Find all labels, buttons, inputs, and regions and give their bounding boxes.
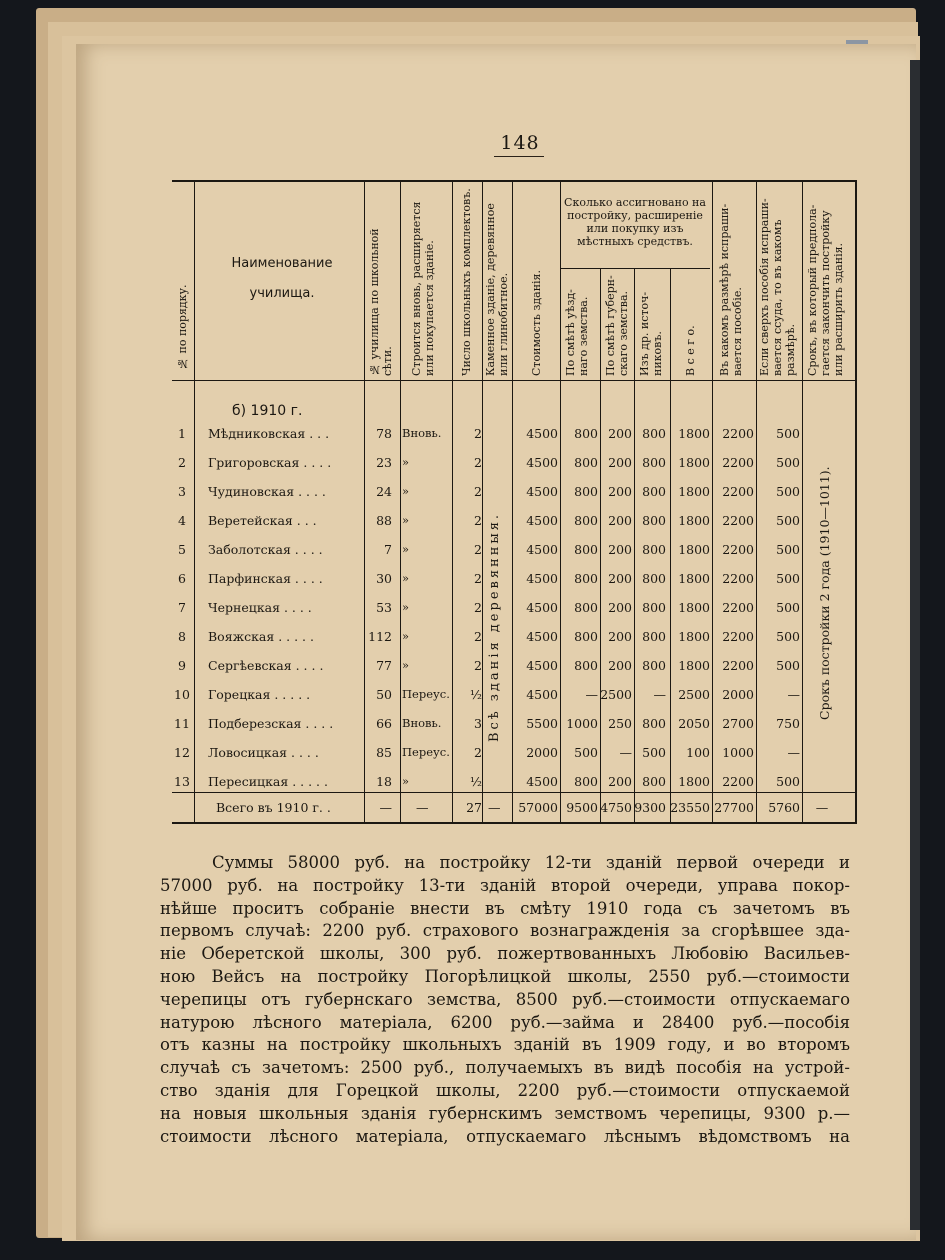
cell-b: Вновь. [402, 426, 442, 440]
cell-c: 2 [474, 745, 482, 760]
cell-f: 800 [574, 774, 598, 789]
cell-name: Горецкая . . . . . [208, 687, 311, 702]
cell-j: 2200 [722, 571, 754, 586]
cell-a: 30 [376, 571, 392, 586]
cell-a: 18 [376, 774, 392, 789]
cell-j: 1000 [722, 745, 754, 760]
cell-h: 800 [642, 426, 666, 441]
cell-g: 200 [608, 542, 632, 557]
cell-e: 4500 [526, 687, 558, 702]
cell-name: Веретейская . . . [208, 513, 317, 528]
cell-e: 4500 [526, 600, 558, 615]
cell-b: » [402, 542, 410, 556]
cell-i: 1800 [678, 455, 710, 470]
cell-g: 200 [608, 513, 632, 528]
paragraph-line: отъ казны на постройку школьныхъ зданій въ 1909 году, и во второмъ [160, 1035, 850, 1055]
material-note: Всѣ зданія деревянныя. [487, 511, 502, 742]
header-total: В с е г о. [684, 325, 697, 376]
cell-e: 4500 [526, 542, 558, 557]
cell-name: Чернецкая . . . . [208, 600, 312, 615]
cell-f: 800 [574, 542, 598, 557]
cell-h: 800 [642, 600, 666, 615]
cell-name: Чудиновская . . . . [208, 484, 326, 499]
cell-h: 800 [642, 571, 666, 586]
cell-a: 66 [376, 716, 392, 731]
paragraph-line: черепицы отъ губернскаго земства, 8500 руб.—стоимости отпускаемаго [160, 989, 850, 1009]
header-name-line2: училища. [249, 286, 315, 301]
total-c: 27 [466, 800, 482, 815]
total-k: 5760 [768, 800, 800, 815]
paragraph-line: нѣйше проситъ собраніе внести въ смѣту 1910 года съ зачетомъ въ [160, 898, 850, 918]
header-komplekt: Число школьныхъ комплектовъ. [460, 188, 473, 376]
table-row [172, 687, 856, 709]
cell-b: » [402, 513, 410, 527]
cell-g: 200 [608, 426, 632, 441]
cell-j: 2200 [722, 629, 754, 644]
assigned-subrule [560, 268, 710, 269]
cell-n: 3 [178, 484, 186, 499]
table-row [172, 745, 856, 767]
paragraph-line: стоимости лѣсного матеріала, отпускаемаго лѣснымъ вѣдомствомъ на [160, 1126, 850, 1146]
cell-k: 500 [776, 571, 800, 586]
cell-k: — [787, 687, 800, 702]
cell-f: 800 [574, 629, 598, 644]
cell-g: 200 [608, 774, 632, 789]
table-row [172, 600, 856, 622]
paragraph-line: 57000 руб. на постройку 13-ти зданій второй очереди, управа покор- [160, 875, 850, 895]
cell-j: 2700 [722, 716, 754, 731]
cell-j: 2200 [722, 513, 754, 528]
table-row [172, 629, 856, 651]
cell-name: Парфинская . . . . [208, 571, 323, 586]
cell-e: 2000 [526, 745, 558, 760]
page-number-underline [494, 156, 544, 157]
cell-g: 250 [608, 716, 632, 731]
table-row [172, 513, 856, 535]
header-gub: По смѣтѣ губерн- скаго земства. [604, 275, 630, 376]
cell-b: » [402, 629, 410, 643]
cell-h: 500 [642, 745, 666, 760]
cell-f: 800 [574, 513, 598, 528]
cell-f: 500 [574, 745, 598, 760]
term-note: Срокъ постройки 2 года (1910—1011). [817, 466, 832, 720]
cell-name: Сергѣевская . . . . [208, 658, 324, 673]
cell-j: 2200 [722, 542, 754, 557]
cell-c: 2 [474, 571, 482, 586]
paragraph-line: случаѣ съ зачетомъ: 2500 руб., получаемыхъ въ видѣ пособія на устрой- [160, 1058, 850, 1078]
cell-e: 4500 [526, 774, 558, 789]
table-row [172, 455, 856, 477]
total-l: — [815, 800, 829, 815]
cell-n: 13 [174, 774, 190, 789]
cell-c: ½ [469, 774, 482, 789]
paragraph-line: на новыя школьныя зданія губернскимъ земствомъ черепицы, 9300 р.— [160, 1103, 850, 1123]
cell-j: 2200 [722, 600, 754, 615]
table-top-rule [172, 180, 856, 182]
header-loan: Если сверхъ пособія испраши- вается ссуда, то въ какомъ размѣрѣ. [758, 198, 797, 376]
cell-e: 4500 [526, 658, 558, 673]
cell-g: 200 [608, 484, 632, 499]
cell-j: 2000 [722, 687, 754, 702]
cell-name: Мѣдниковская . . . [208, 426, 330, 441]
total-d: — [488, 800, 501, 815]
cell-j: 2200 [722, 774, 754, 789]
cell-i: 100 [686, 745, 710, 760]
cell-c: 2 [474, 484, 482, 499]
cell-n: 2 [178, 455, 186, 470]
cell-a: 88 [376, 513, 392, 528]
cell-c: 2 [474, 426, 482, 441]
table-row [172, 571, 856, 593]
header-assigned: Сколько ассигновано на постройку, расширеніе или покупку изъ мѣстныхъ средствъ. [564, 196, 706, 248]
cell-b: Переус. [402, 687, 450, 701]
cell-h: 800 [642, 484, 666, 499]
table-row [172, 426, 856, 448]
cell-h: 800 [642, 658, 666, 673]
cell-c: ½ [469, 687, 482, 702]
cell-j: 2200 [722, 426, 754, 441]
cell-g: 200 [608, 455, 632, 470]
cell-e: 4500 [526, 484, 558, 499]
cell-g: 200 [608, 600, 632, 615]
cell-e: 4500 [526, 455, 558, 470]
cell-b: » [402, 600, 410, 614]
cell-g: — [619, 745, 632, 760]
cell-name: Заболотская . . . . [208, 542, 323, 557]
cell-i: 1800 [678, 629, 710, 644]
total-e: 57000 [518, 800, 558, 815]
cell-n: 6 [178, 571, 186, 586]
cell-a: 50 [376, 687, 392, 702]
cell-a: 78 [376, 426, 392, 441]
cell-c: 2 [474, 513, 482, 528]
total-a: — [379, 800, 392, 815]
cell-n: 5 [178, 542, 186, 557]
cell-i: 1800 [678, 571, 710, 586]
cell-a: 53 [376, 600, 392, 615]
cell-k: — [787, 745, 800, 760]
cell-k: 500 [776, 513, 800, 528]
cell-j: 2200 [722, 455, 754, 470]
cell-c: 2 [474, 658, 482, 673]
cell-n: 4 [178, 513, 186, 528]
cell-f: 800 [574, 571, 598, 586]
cell-n: 11 [174, 716, 190, 731]
table-row [172, 484, 856, 506]
table-row [172, 542, 856, 564]
cell-c: 3 [474, 716, 482, 731]
cell-k: 500 [776, 774, 800, 789]
cell-h: 800 [642, 542, 666, 557]
page-number: 148 [500, 132, 540, 154]
cell-name: Пересицкая . . . . . [208, 774, 328, 789]
cell-e: 4500 [526, 513, 558, 528]
total-label: Всего въ 1910 г. . [216, 800, 331, 815]
paragraph-line: первомъ случаѣ: 2200 руб. страхового вознагражденія за сгорѣвшее зда- [160, 921, 850, 941]
cell-g: 200 [608, 629, 632, 644]
table-row [172, 716, 856, 738]
body-paragraph [160, 852, 850, 1148]
cell-i: 2050 [678, 716, 710, 731]
cell-b: Вновь. [402, 716, 442, 730]
cell-f: 1000 [566, 716, 598, 731]
table-bottom-rule [172, 822, 856, 824]
total-g: 4750 [600, 800, 632, 815]
cell-i: 2500 [678, 687, 710, 702]
cell-b: » [402, 774, 410, 788]
cell-n: 7 [178, 600, 186, 615]
cell-c: 2 [474, 455, 482, 470]
table-row [172, 658, 856, 680]
cell-e: 4500 [526, 571, 558, 586]
cell-n: 1 [178, 426, 186, 441]
cell-b: » [402, 484, 410, 498]
cell-f: 800 [574, 455, 598, 470]
paragraph-line: натурою лѣсного матеріала, 6200 руб.—займа и 28400 руб.—пособія [160, 1012, 850, 1032]
cell-k: 500 [776, 455, 800, 470]
total-h: 9300 [634, 800, 666, 815]
cell-f: 800 [574, 658, 598, 673]
cell-c: 2 [474, 629, 482, 644]
total-b: — [416, 800, 429, 815]
cell-j: 2200 [722, 484, 754, 499]
cell-f: 800 [574, 426, 598, 441]
cell-b: » [402, 455, 410, 469]
total-i: 23550 [670, 800, 710, 815]
header-num: № по порядку. [176, 284, 189, 370]
cell-i: 1800 [678, 658, 710, 673]
cell-h: 800 [642, 455, 666, 470]
cell-h: 800 [642, 716, 666, 731]
section-heading: б) 1910 г. [232, 403, 303, 419]
total-row [172, 800, 856, 822]
cell-h: — [653, 687, 666, 702]
table-row [172, 774, 856, 796]
cell-name: Вояжская . . . . . [208, 629, 314, 644]
header-uezd: По смѣтѣ уѣзд- наго земства. [564, 289, 590, 376]
cell-b: » [402, 571, 410, 585]
cell-i: 1800 [678, 513, 710, 528]
cell-n: 12 [174, 745, 190, 760]
cell-f: 800 [574, 600, 598, 615]
header-material: Каменное зданіе, деревянное или глинобитное. [484, 203, 510, 376]
cell-a: 112 [368, 629, 392, 644]
cell-k: 500 [776, 426, 800, 441]
cell-k: 500 [776, 484, 800, 499]
cell-a: 7 [384, 542, 392, 557]
header-term: Срокъ, въ который предпола- гается закончить постройку или расширить зданія. [806, 204, 845, 376]
cell-k: 500 [776, 542, 800, 557]
page-right-edge [910, 60, 920, 1230]
cell-j: 2200 [722, 658, 754, 673]
cell-i: 1800 [678, 774, 710, 789]
cell-b: » [402, 658, 410, 672]
total-f: 9500 [566, 800, 598, 815]
cell-i: 1800 [678, 542, 710, 557]
cell-name: Ловосицкая . . . . [208, 745, 319, 760]
paragraph-line: Суммы 58000 руб. на постройку 12-ти зданій первой очереди и [212, 853, 850, 872]
cell-n: 8 [178, 629, 186, 644]
header-name-line1: Наименование [231, 256, 333, 271]
cell-h: 800 [642, 513, 666, 528]
cell-f: 800 [574, 484, 598, 499]
cell-k: 500 [776, 629, 800, 644]
cell-k: 500 [776, 600, 800, 615]
header-other: Изъ др. источ- никовъ. [638, 291, 664, 376]
cell-h: 800 [642, 774, 666, 789]
cell-k: 750 [776, 716, 800, 731]
cell-b: Переус. [402, 745, 450, 759]
total-j: 27700 [714, 800, 754, 815]
paragraph-line: ніе Оберетской школы, 300 руб. пожертвованныхъ Любовію Васильев- [160, 944, 850, 964]
header-cost: Стоимость зданія. [530, 270, 543, 376]
paragraph-line: ство зданія для Горецкой школы, 2200 руб.—стоимости отпускаемой [160, 1080, 850, 1100]
cell-a: 85 [376, 745, 392, 760]
cell-n: 9 [178, 658, 186, 673]
cell-name: Григоровская . . . . [208, 455, 332, 470]
header-build: Строится вновь, расширяется или покупается зданіе. [410, 201, 436, 376]
cell-e: 5500 [526, 716, 558, 731]
header-net-num: № училища по школьной сѣти. [368, 228, 394, 376]
header-bottom-rule [172, 380, 856, 381]
cell-f: — [585, 687, 598, 702]
cell-g: 2500 [600, 687, 632, 702]
cell-g: 200 [608, 658, 632, 673]
header-grant: Въ какомъ размѣрѣ испраши- вается пособіе. [718, 203, 744, 376]
cell-i: 1800 [678, 484, 710, 499]
cell-e: 4500 [526, 629, 558, 644]
cell-name: Подберезская . . . . [208, 716, 334, 731]
cell-e: 4500 [526, 426, 558, 441]
cell-i: 1800 [678, 600, 710, 615]
cell-c: 2 [474, 600, 482, 615]
cell-i: 1800 [678, 426, 710, 441]
paragraph-line: ною Вейсъ на постройку Погорѣлицкой школы, 2550 руб.—стоимости [160, 966, 850, 986]
cell-k: 500 [776, 658, 800, 673]
cell-h: 800 [642, 629, 666, 644]
cell-n: 10 [174, 687, 190, 702]
cell-g: 200 [608, 571, 632, 586]
cell-a: 24 [376, 484, 392, 499]
cell-c: 2 [474, 542, 482, 557]
cell-a: 23 [376, 455, 392, 470]
cell-a: 77 [376, 658, 392, 673]
